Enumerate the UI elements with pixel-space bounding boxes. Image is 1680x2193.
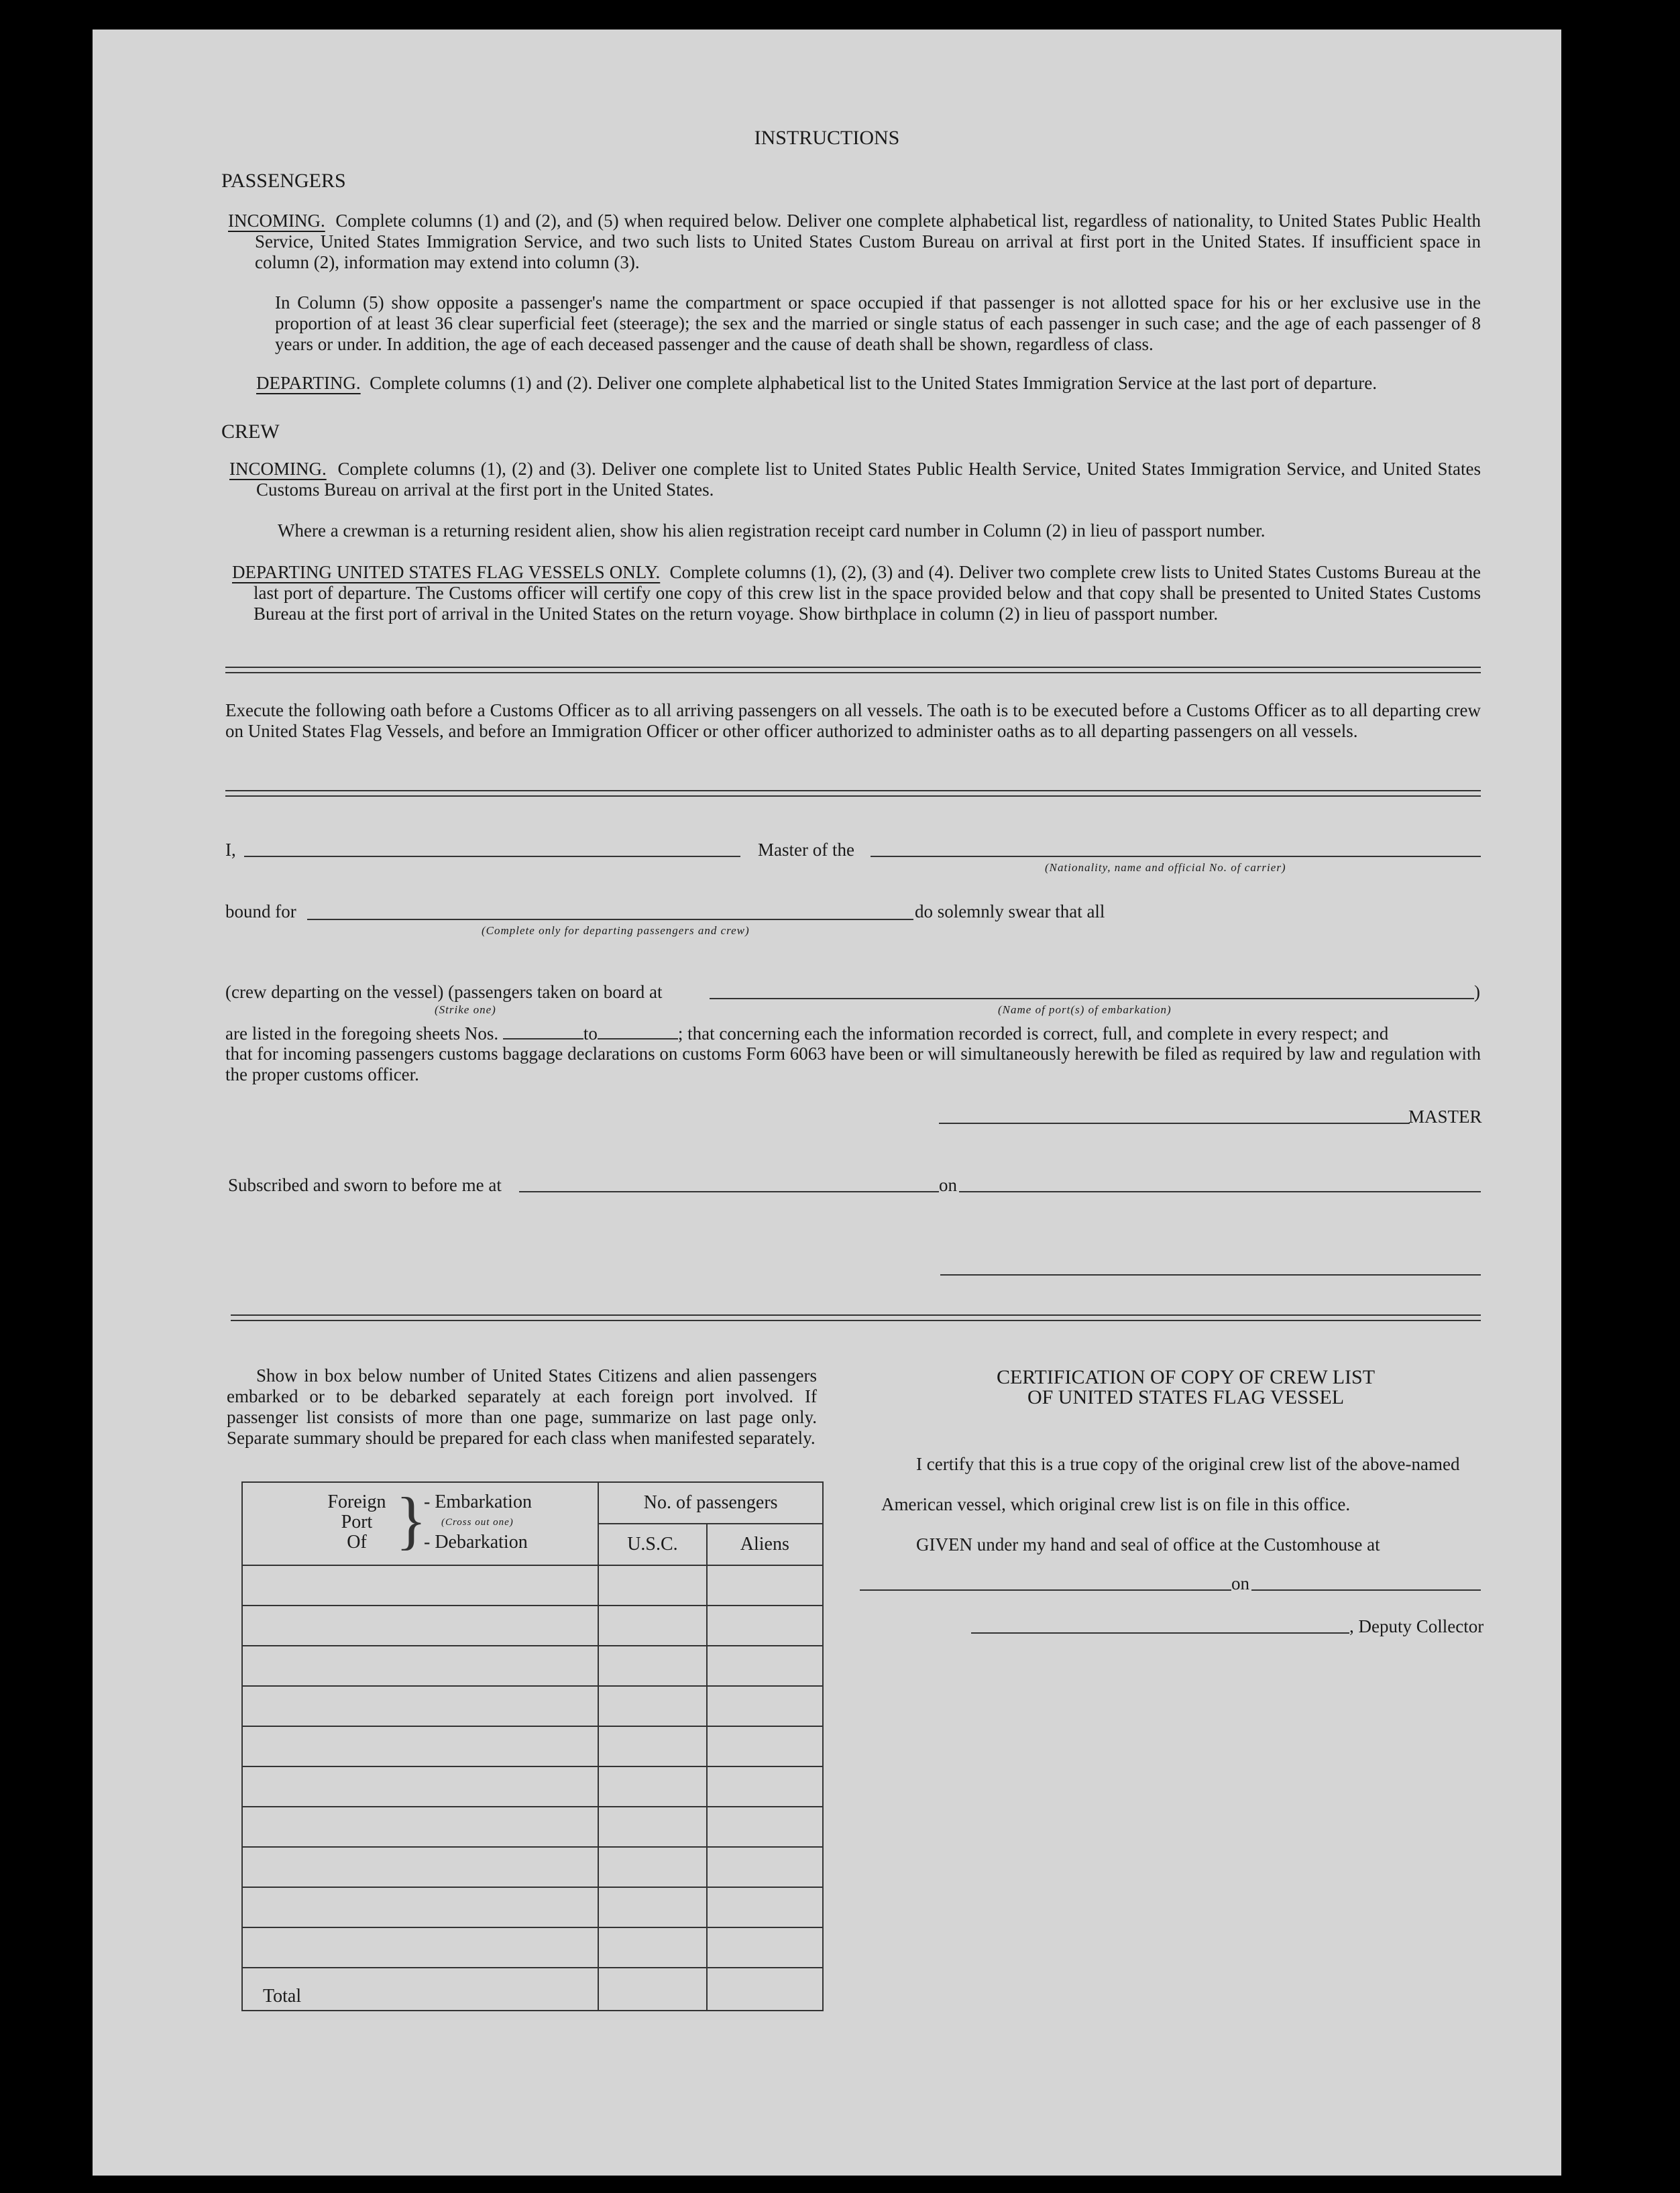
listed-to: to [583, 1023, 598, 1044]
subscribed-label: Subscribed and sworn to before me at [228, 1175, 502, 1195]
name-of-ports-note: (Name of port(s) of embarkation) [998, 1003, 1172, 1016]
divider-1 [225, 667, 1481, 673]
passengers-departing-text: Complete columns (1) and (2). Deliver one complete alphabetical list to the United States Immigration Service at the last port of departure. [370, 373, 1377, 393]
certify-line-1: I certify that this is a true copy of the original crew list of the above-named [916, 1454, 1460, 1474]
passengers-departing-label: DEPARTING. [256, 373, 361, 393]
port-cell[interactable] [242, 1565, 598, 1606]
master-signature-field[interactable] [939, 1123, 1410, 1124]
port-cell[interactable] [242, 1686, 598, 1726]
page-title: INSTRUCTIONS [754, 127, 900, 149]
certification-title-2: OF UNITED STATES FLAG VESSEL [1027, 1386, 1345, 1408]
usc-header: U.S.C. [598, 1524, 706, 1565]
cert-on-label: on [1231, 1573, 1249, 1593]
master-name-field[interactable] [244, 856, 740, 857]
total-usc-cell[interactable] [598, 1968, 706, 2011]
usc-cell[interactable] [598, 1766, 706, 1807]
aliens-cell[interactable] [707, 1807, 823, 1847]
listed-line [225, 1023, 1388, 1044]
usc-cell[interactable] [598, 1646, 706, 1686]
crew-departing-paragraph [232, 562, 1481, 624]
usc-cell[interactable] [598, 1726, 706, 1766]
crew-departing-label: DEPARTING UNITED STATES FLAG VESSELS ONLY. [232, 562, 661, 582]
port-cell[interactable] [242, 1887, 598, 1927]
customhouse-field[interactable] [860, 1589, 1231, 1591]
nationality-note: (Nationality, name and official No. of carrier) [1045, 861, 1286, 874]
embarkation-label: - Embarkation [424, 1492, 532, 1512]
listed-text-b: ; that concerning each the information recorded is correct, full, and complete in every respect; and [677, 1023, 1389, 1044]
carrier-field[interactable] [871, 856, 1481, 857]
table-row [242, 1927, 823, 1968]
table-row [242, 1726, 823, 1766]
passengers-incoming-paragraph [228, 211, 1481, 273]
aliens-cell[interactable] [707, 1927, 823, 1968]
table-row [242, 1606, 823, 1646]
col-port: Port [341, 1512, 373, 1532]
port-cell[interactable] [242, 1646, 598, 1686]
aliens-cell[interactable] [707, 1606, 823, 1646]
divider-2 [225, 790, 1481, 797]
port-header-cell [242, 1482, 598, 1565]
aliens-cell[interactable] [707, 1646, 823, 1686]
usc-cell[interactable] [598, 1606, 706, 1646]
passengers-departing-paragraph [256, 373, 1481, 394]
table-row [242, 1847, 823, 1887]
total-aliens-cell[interactable] [707, 1968, 823, 2011]
port-cell[interactable] [242, 1606, 598, 1646]
brace-icon: } [396, 1484, 427, 1556]
aliens-cell[interactable] [707, 1887, 823, 1927]
passengers-heading: PASSENGERS [221, 170, 346, 192]
usc-cell[interactable] [598, 1807, 706, 1847]
crew-incoming-label: INCOMING. [229, 459, 327, 479]
aliens-cell[interactable] [707, 1847, 823, 1887]
listed-rest: that for incoming passengers customs baggage declarations on customs Form 6063 have been or will simultaneously herewith be filed as required by law and regulation with the proper customs officer. [225, 1044, 1481, 1084]
port-cell[interactable] [242, 1927, 598, 1968]
crew-resident-paragraph: Where a crewman is a returning resident alien, show his alien registration receipt card number in Column (2) in lieu of passport number. [278, 520, 1266, 541]
table-row [242, 1686, 823, 1726]
deputy-collector-label: , Deputy Collector [1349, 1616, 1484, 1636]
divider-3 [231, 1314, 1481, 1321]
total-label: Total [242, 1968, 598, 2011]
listed-text-a: are listed in the foregoing sheets Nos. [225, 1023, 499, 1044]
port-cell[interactable] [242, 1726, 598, 1766]
aliens-header: Aliens [707, 1524, 823, 1565]
passengers-incoming-text: Complete columns (1) and (2), and (5) when required below. Deliver one complete alphabetical list, regardless of nationality, to United States Public Health Service, United States Immigration Service, and two such lists to United States Custom Bureau on arrival at first port in the United States. If insufficient space in column (2), information may extend into column (3). [255, 211, 1481, 272]
oath-intro: Execute the following oath before a Customs Officer as to all arriving passengers on all vessels. The oath is to be executed before a Customs Officer as to all departing crew on United States Flag Vessels, and before an Immigration Officer or other officer authorized to administer oaths as to all departing passengers on all vessels. [225, 700, 1481, 741]
bound-for-label: bound for [225, 901, 296, 921]
port-cell[interactable] [242, 1847, 598, 1887]
crew-departing-text: Complete columns (1), (2), (3) and (4). Deliver two complete crew lists to United States Customs Bureau at the last port of departure. The Customs officer will certify one copy of this crew list in the space provided below and that copy shall be presented to United States Customs Bureau at the first port of arrival in the United States on the return voyage. Show birthplace in column (2) in lieu of passport number. [254, 562, 1481, 624]
strike-one-note: (Strike one) [435, 1003, 496, 1016]
cross-out-note: (Cross out one) [441, 1517, 514, 1528]
sheet-from-field[interactable] [503, 1038, 583, 1039]
usc-cell[interactable] [598, 1686, 706, 1726]
table-row [242, 1766, 823, 1807]
passengers-incoming-label: INCOMING. [228, 211, 325, 231]
certify-line-2: American vessel, which original crew list is on file in this office. [881, 1494, 1351, 1514]
table-row [242, 1646, 823, 1686]
aliens-cell[interactable] [707, 1766, 823, 1807]
crew-departing-label: (crew departing on the vessel) (passengers taken on board at [225, 982, 663, 1002]
given-line: GIVEN under my hand and seal of office at the Customhouse at [916, 1534, 1380, 1555]
sworn-date-field[interactable] [959, 1191, 1481, 1192]
aliens-cell[interactable] [707, 1686, 823, 1726]
usc-cell[interactable] [598, 1927, 706, 1968]
total-row [242, 1968, 823, 2011]
do-solemnly-label: do solemnly swear that all [915, 901, 1105, 921]
officer-signature-field[interactable] [940, 1274, 1481, 1276]
table-row [242, 1565, 823, 1606]
no-of-passengers-header: No. of passengers [598, 1482, 823, 1524]
table-row [242, 1807, 823, 1847]
crew-incoming-text: Complete columns (1), (2) and (3). Deliver one complete list to United States Public Health Service, United States Immigration Service, and United States Customs Bureau on arrival at the first port in the United States. [256, 459, 1481, 500]
passengers-column5-paragraph: In Column (5) show opposite a passenger's name the compartment or space occupied if that passenger is not allotted space for his or her exclusive use in the proportion of at least 36 clear superficial feet (steerage); the sex and the married or single status of each passenger in such case; and the age of each passenger of 8 years or under. In addition, the age of each deceased passenger and the cause of death shall be shown, regardless of class. [275, 292, 1481, 354]
summary-intro: Show in box below number of United States Citizens and alien passengers embarked or to be debarked separately at each foreign port involved. If passenger list consists of more than one page, summarize on last page only. Separate summary should be prepared for each class when manifested separately. [227, 1365, 817, 1448]
col-foreign: Foreign [327, 1492, 386, 1512]
debarkation-label: - Debarkation [424, 1532, 528, 1553]
ports-of-embarkation-field[interactable] [710, 998, 1474, 999]
passenger-summary-table [241, 1481, 824, 2011]
sworn-place-field[interactable] [519, 1191, 939, 1192]
port-cell[interactable] [242, 1766, 598, 1807]
deputy-signature-field[interactable] [971, 1632, 1349, 1634]
usc-cell[interactable] [598, 1847, 706, 1887]
master-label: MASTER [1408, 1107, 1482, 1127]
table-row [242, 1887, 823, 1927]
cert-date-field[interactable] [1251, 1589, 1481, 1591]
usc-cell[interactable] [598, 1887, 706, 1927]
certification-title-1: CERTIFICATION OF COPY OF CREW LIST [996, 1366, 1376, 1388]
sworn-on-label: on [939, 1175, 957, 1195]
col-of: Of [347, 1532, 367, 1553]
form-page [93, 30, 1561, 2176]
crew-incoming-paragraph [229, 459, 1481, 500]
aliens-cell[interactable] [707, 1726, 823, 1766]
oath-i-label: I, [225, 840, 236, 860]
sheet-to-field[interactable] [598, 1038, 678, 1039]
close-paren: ) [1474, 982, 1480, 1002]
port-cell[interactable] [242, 1807, 598, 1847]
aliens-cell[interactable] [707, 1565, 823, 1606]
usc-cell[interactable] [598, 1565, 706, 1606]
master-of-the-label: Master of the [758, 840, 854, 860]
bound-for-field[interactable] [307, 919, 913, 920]
crew-heading: CREW [221, 420, 280, 443]
complete-only-note: (Complete only for departing passengers and crew) [482, 924, 750, 937]
